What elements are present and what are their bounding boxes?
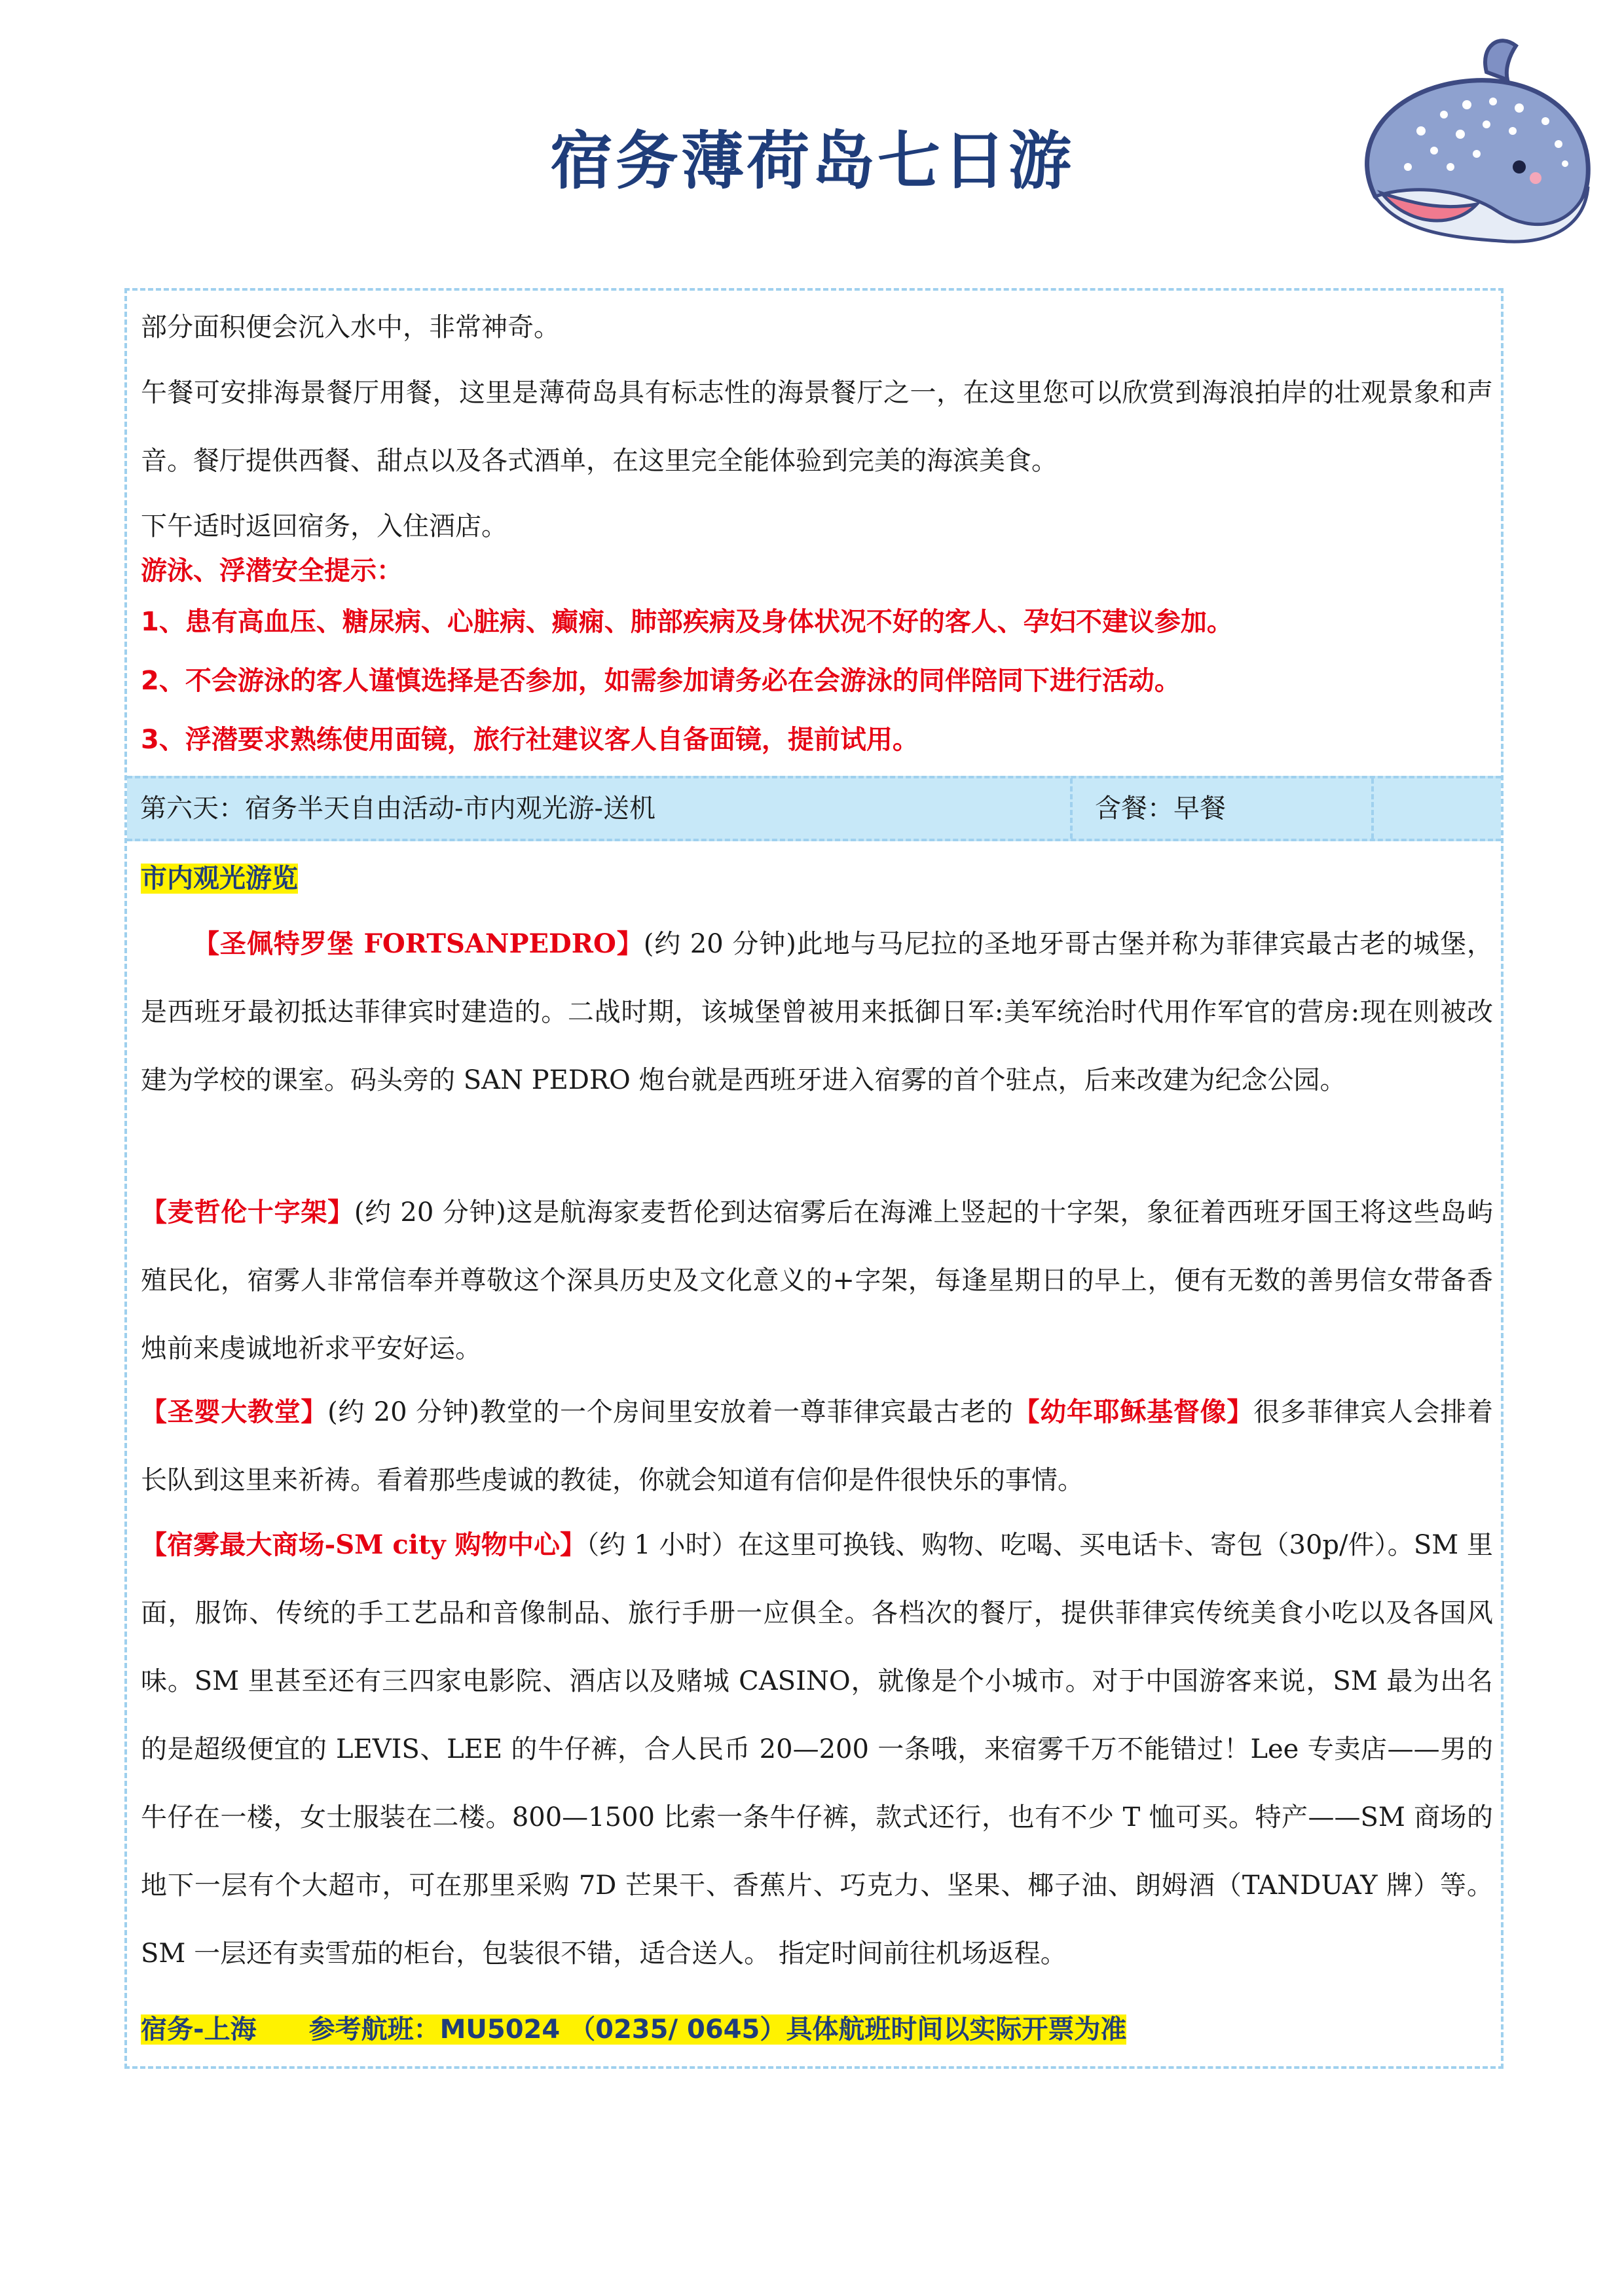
church-name: 【圣婴大教堂】 bbox=[141, 1396, 328, 1427]
safety-item-2: 2、不会游泳的客人谨慎选择是否参加，如需参加请务必在会游泳的同伴陪同下进行活动。 bbox=[141, 666, 1181, 696]
day-six-header-row bbox=[127, 776, 1501, 841]
day-six-title: 第六天：宿务半天自由活动-市内观光游-送机 bbox=[140, 793, 656, 824]
mall-name: 【宿雾最大商场-SM city 购物中心】 bbox=[141, 1529, 587, 1560]
mall-paragraph bbox=[141, 1511, 1493, 1988]
safety-item-3: 3、浮潜要求熟练使用面镜，旅行社建议客人自备面镜，提前试用。 bbox=[141, 725, 919, 755]
page-title: 宿务薄荷岛七日游 bbox=[550, 124, 1074, 198]
church-description-2: 很多菲律宾人会排着长队到这里来祈祷。看着那些虔诚的教徒，你就会知道有信仰是件很快乐的事情。 bbox=[141, 1397, 1493, 1495]
sightseeing-heading-line bbox=[141, 845, 1493, 913]
flight-info: 宿务-上海 参考航班：MU5024 （0235/ 0645）具体航班时间以实际开票为准 bbox=[141, 2014, 1127, 2045]
intro-paragraph-2: 午餐可安排海景餐厅用餐，这里是薄荷岛具有标志性的海景餐厅之一，在这里您可以欣赏到海浪拍岸的壮观景象和声音。餐厅提供西餐、甜点以及各式酒单，在这里完全能体验到完美的海滨美食。 bbox=[141, 378, 1493, 476]
fort-description: (约 20 分钟)此地与马尼拉的圣地牙哥古堡并称为菲律宾最古老的城堡，是西班牙最初抵达菲律宾时建造的。二战时期，该城堡曾被用来抵御日军:美军统治时代用作军官的营房:现在则被改建为学校的课室。码头旁的 SAN PEDRO 炮台就是西班牙进入宿雾的首个驻点，后来改建为纪念公园。 bbox=[141, 929, 1494, 1095]
church-paragraph bbox=[141, 1378, 1493, 1514]
cross-description: (约 20 分钟)这是航海家麦哲伦到达宿雾后在海滩上竖起的十字架，象征着西班牙国王将这些岛屿殖民化，宿雾人非常信奉并尊敬这个深具历史及文化意义的+字架，每逢星期日的早上，便有无数的善男信女带备香烛前来虔诚地祈求平安好运。 bbox=[141, 1197, 1493, 1364]
church-description-1: (约 20 分钟)教堂的一个房间里安放着一尊菲律宾最古老的 bbox=[327, 1397, 1014, 1427]
sightseeing-heading: 市内观光游览 bbox=[141, 864, 298, 894]
safety-heading: 游泳、浮潜安全提示： bbox=[141, 556, 403, 586]
cross-name: 【麦哲伦十字架】 bbox=[141, 1197, 354, 1228]
day-six-meals: 含餐：早餐 bbox=[1095, 793, 1226, 824]
mall-description: （约 1 小时）在这里可换钱、购物、吃喝、买电话卡、寄包（30p/件）。SM 里面，服饰、传统的手工艺品和音像制品、旅行手册一应俱全。各档次的餐厅，提供菲律宾传统美食小吃以及各国风味。SM 里甚至还有三四家电影院、酒店以及赌城 CASINO，就像是个小城市。对于中国游客来说，SM 最为出名的是超级便宜的 LEVIS、LEE 的牛仔裤，合人民币 20—200 一条哦，来宿雾千万不能错过！Lee 专卖店——男的牛仔在一楼，女士服装在二楼。800—1500 比索一条牛仔裤，款式还行，也有不少 T 恤可买。特产——SM 商场的地下一层有个大超市，可在那里采购 7D 芒果干、香蕉片、巧克力、坚果、椰子油、朗姆酒（TANDUAY 牌）等。SM 一层还有卖雪茄的柜台，包装很不错，适合送人。 指定时间前往机场返程。 bbox=[141, 1530, 1494, 1969]
fort-name: 【圣佩特罗堡 FORTSANPEDRO】 bbox=[193, 928, 644, 959]
column-divider bbox=[1070, 778, 1073, 839]
safety-item-1: 1、患有高血压、糖尿病、心脏病、癫痫、肺部疾病及身体状况不好的客人、孕妇不建议参加。 bbox=[141, 607, 1233, 637]
intro-paragraph-1: 部分面积便会沉入水中，非常神奇。 bbox=[141, 312, 560, 342]
flight-line bbox=[141, 1995, 1493, 2064]
cross-paragraph bbox=[141, 1178, 1493, 1383]
church-statue-name: 【幼年耶稣基督像】 bbox=[1013, 1396, 1254, 1427]
whale-mascot-icon bbox=[1336, 33, 1598, 262]
fort-paragraph bbox=[141, 910, 1493, 1114]
intro-paragraph-3: 下午适时返回宿务，入住酒店。 bbox=[141, 511, 507, 541]
column-divider bbox=[1371, 778, 1374, 839]
